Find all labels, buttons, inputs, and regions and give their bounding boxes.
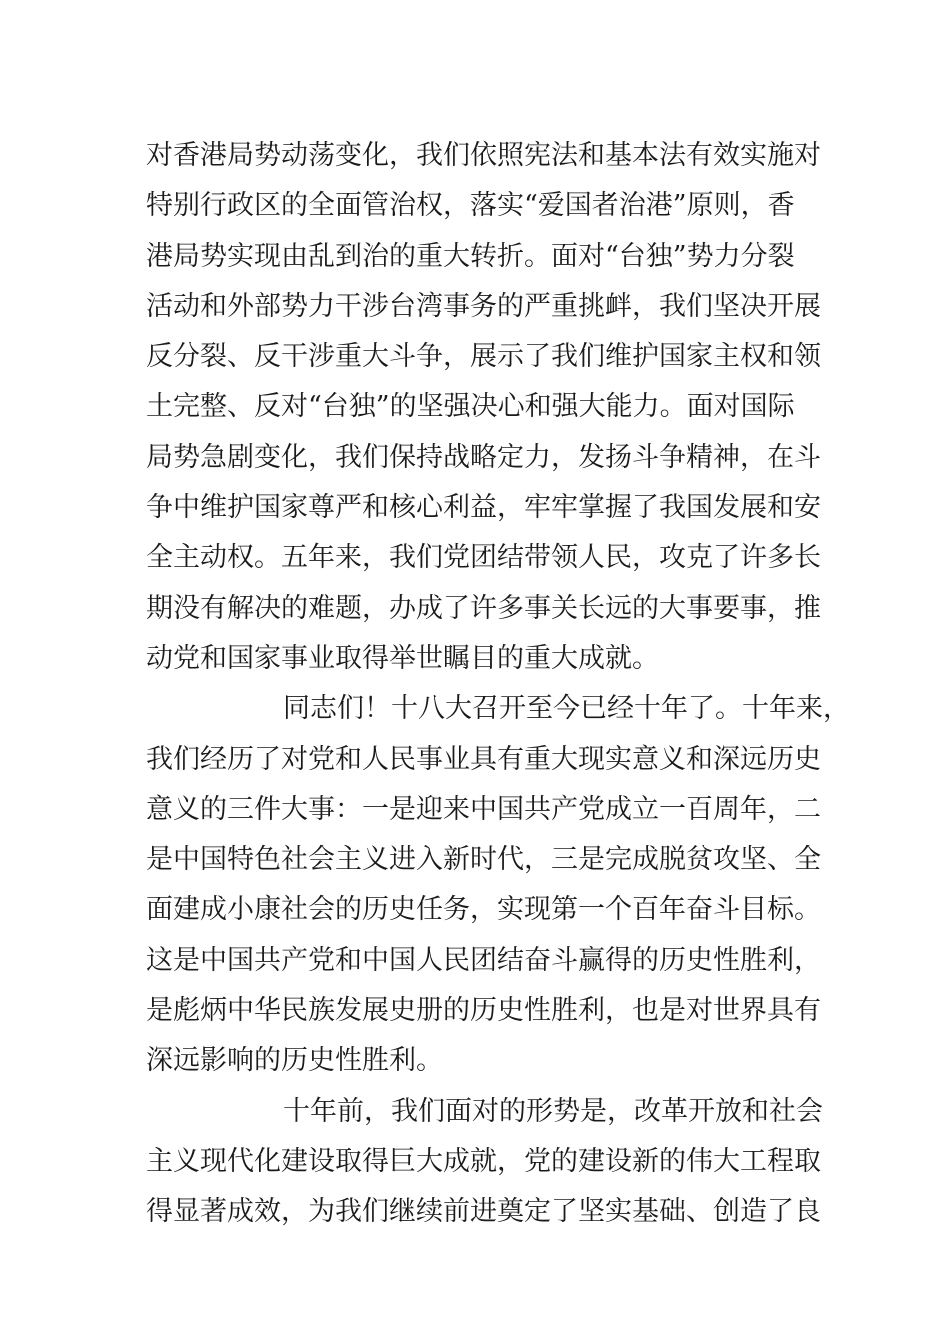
text-line: 得显著成效，为我们继续前进奠定了坚实基础、创造了良	[146, 1196, 821, 1228]
text-line: 是中国特色社会主义进入新时代，三是完成脱贫攻坚、全	[146, 844, 821, 876]
text-line: 全主动权。五年来，我们党团结带领人民，攻克了许多长	[146, 542, 821, 574]
text-line: 土完整、反对“台独”的坚强决心和强大能力。面对国际	[146, 391, 795, 423]
text-line: 主义现代化建设取得巨大成就，党的建设新的伟大工程取	[146, 1145, 821, 1177]
text-line: 争中维护国家尊严和核心利益，牢牢掌握了我国发展和安	[146, 492, 821, 524]
paragraph-3	[146, 1087, 826, 1238]
text-line: 意义的三件大事：一是迎来中国共产党成立一百周年，二	[146, 793, 821, 825]
text-line: 这是中国共产党和中国人民团结奋斗赢得的历史性胜利，	[146, 944, 821, 976]
text-line: 局势急剧变化，我们保持战略定力，发扬斗争精神，在斗	[146, 441, 821, 473]
text-line: 期没有解决的难题，办成了许多事关长远的大事要事，推	[146, 592, 821, 624]
body-text	[146, 131, 850, 1238]
text-line: 活动和外部势力干涉台湾事务的严重挑衅，我们坚决开展	[146, 290, 821, 322]
text-line: 反分裂、反干涉重大斗争，展示了我们维护国家主权和领	[146, 341, 821, 373]
text-line: 深远影响的历史性胜利。	[146, 1045, 443, 1077]
text-line-indented: 十年前，我们面对的形势是，改革开放和社会	[283, 1095, 823, 1127]
text-line: 港局势实现由乱到治的重大转折。面对“台独”势力分裂	[146, 240, 795, 272]
text-line: 面建成小康社会的历史任务，实现第一个百年奋斗目标。	[146, 894, 821, 926]
text-line: 对香港局势动荡变化，我们依照宪法和基本法有效实施对	[146, 140, 821, 171]
text-line: 动党和国家事业取得举世瞩目的重大成就。	[146, 642, 659, 674]
text-line: 是彪炳中华民族发展史册的历史性胜利，也是对世界具有	[146, 995, 821, 1027]
text-line-indented: 同志们！十八大召开至今已经十年了。十年来，	[283, 693, 850, 725]
text-line: 我们经历了对党和人民事业具有重大现实意义和深远历史	[146, 743, 821, 775]
text-line: 特别行政区的全面管治权，落实“爱国者治港”原则，香	[146, 190, 795, 222]
paragraph-2	[146, 684, 850, 1086]
paragraph-1	[146, 131, 826, 684]
